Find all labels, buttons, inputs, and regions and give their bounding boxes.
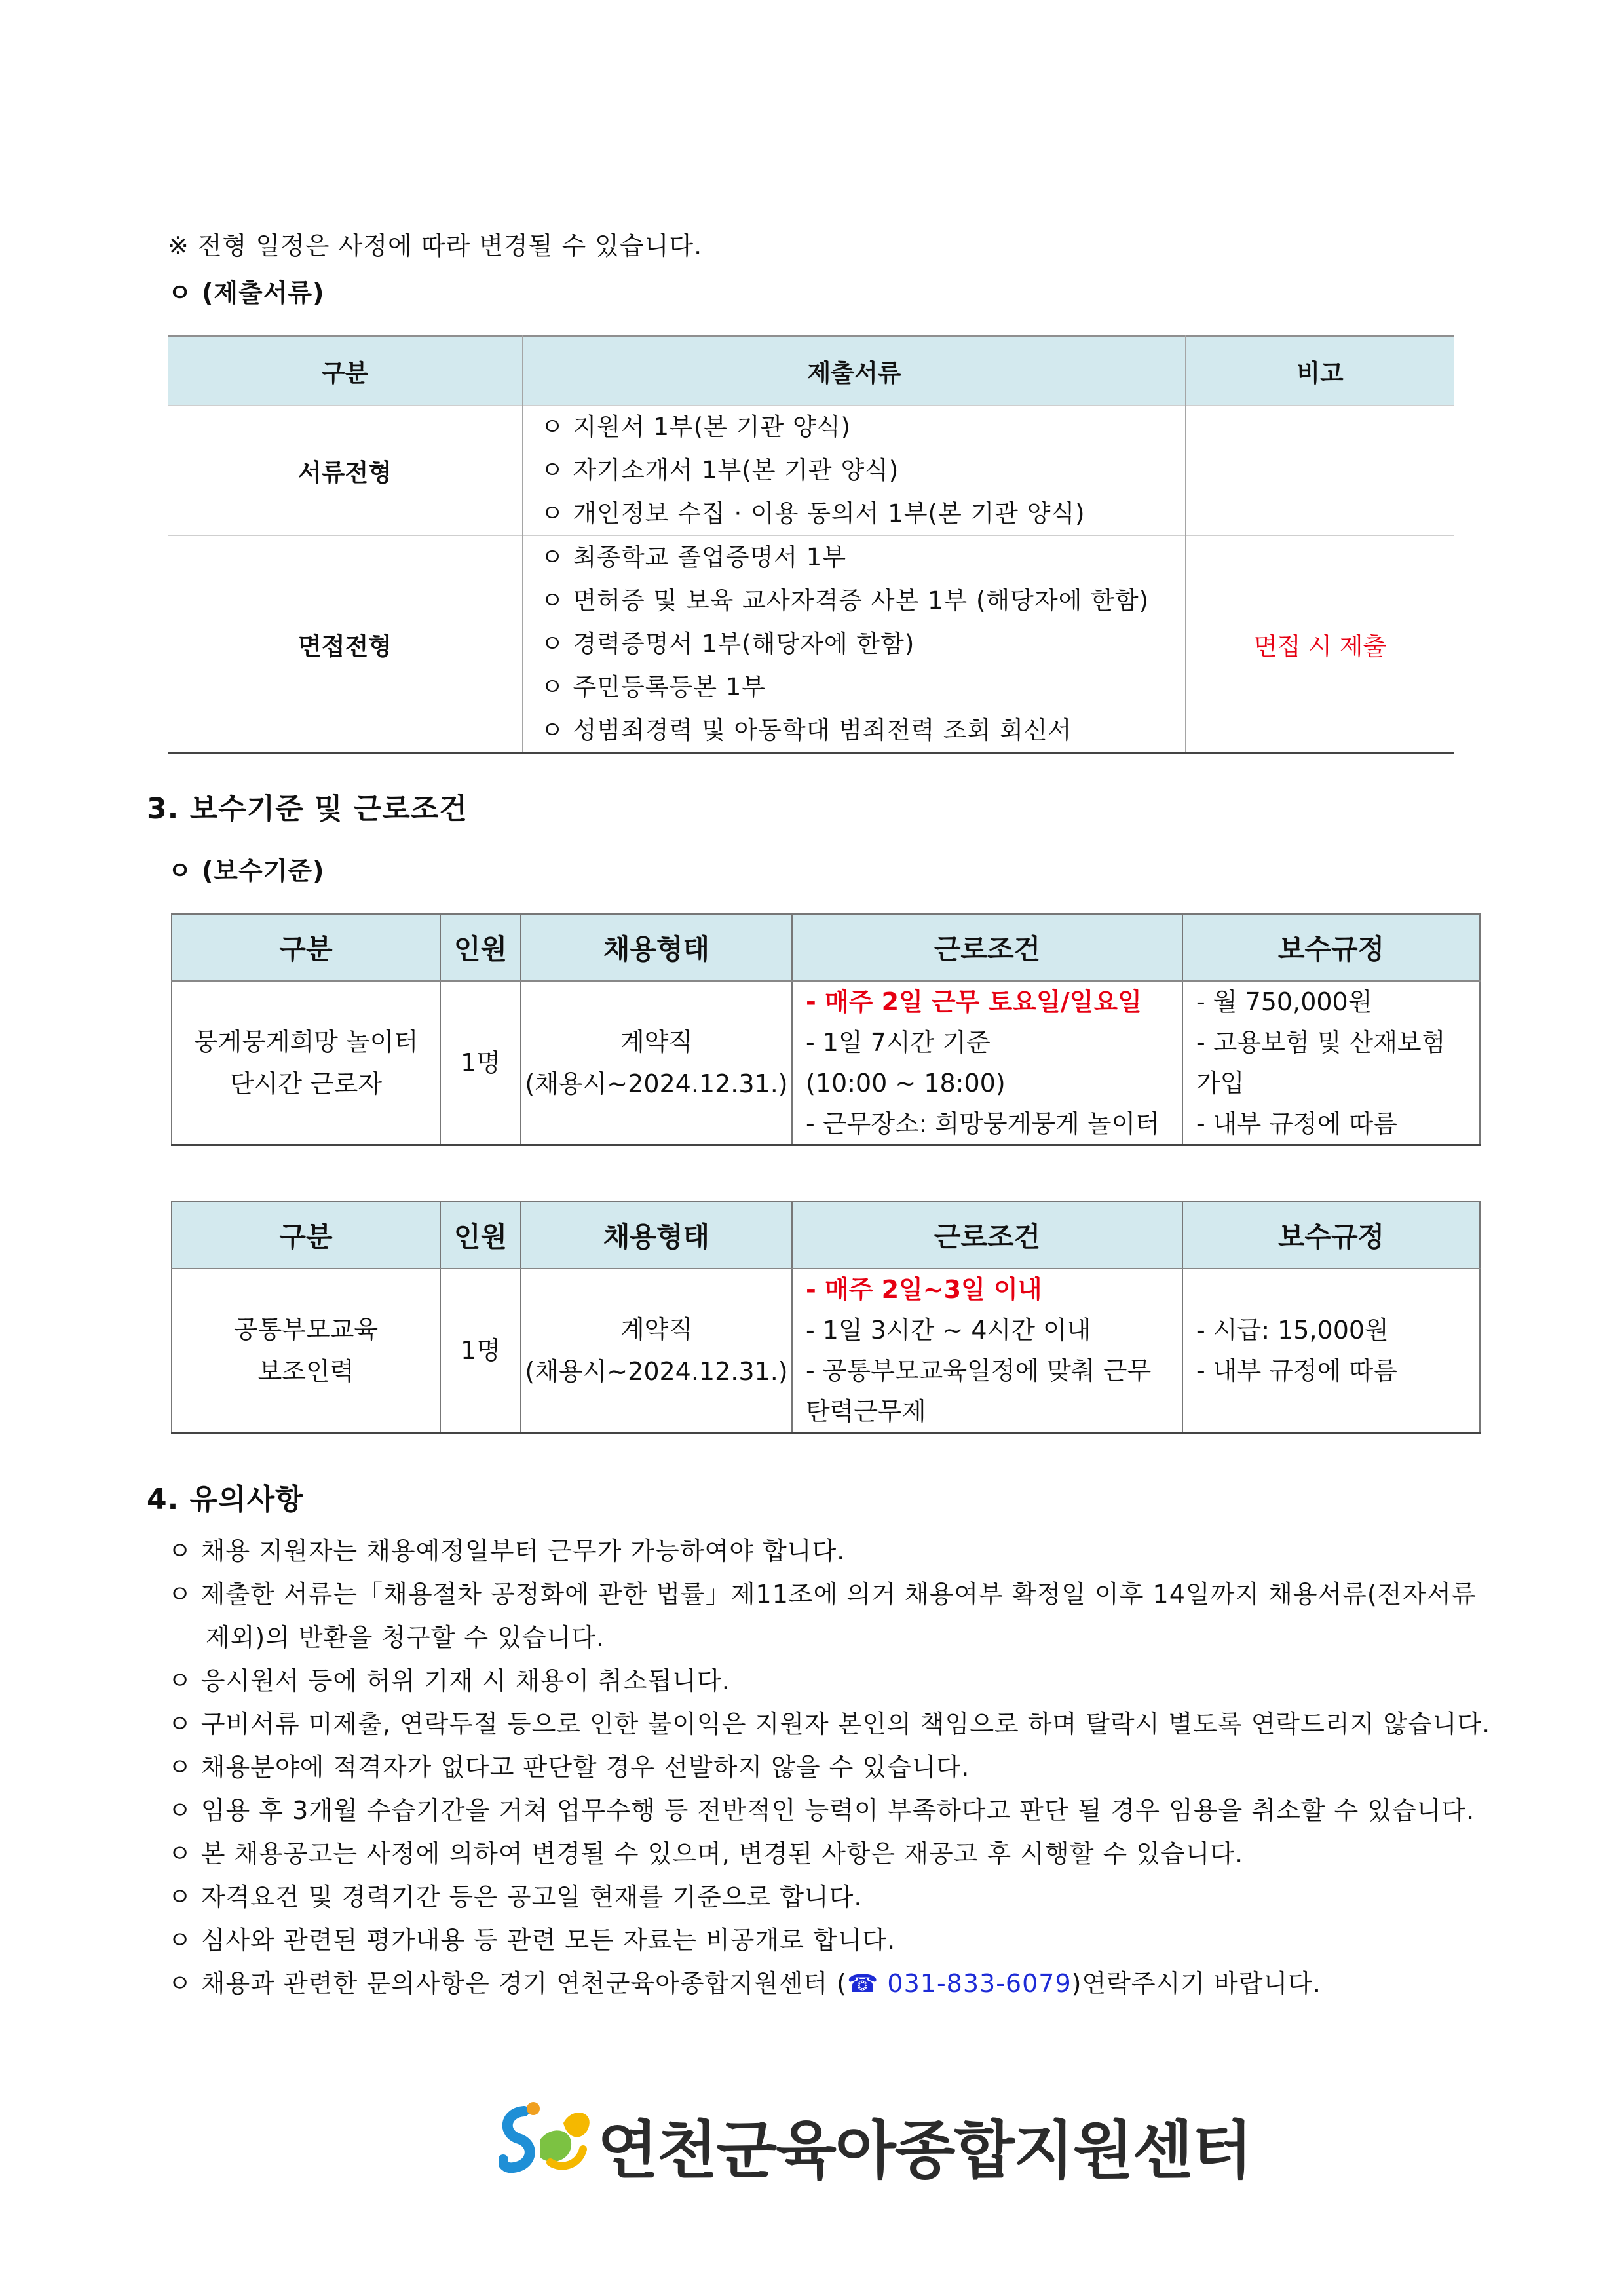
footer-logo xyxy=(499,2094,1252,2187)
contact-suffix: )연락주시기 바랍니다. xyxy=(1071,1969,1321,1998)
list-item: ㅇ 제출한 서류는「채용절차 공정화에 관한 법률」제11조에 의거 채용여부 확정일 이후 14일까지 채용서류(전자서류 xyxy=(168,1580,1477,1609)
pay-header-category: 구분 xyxy=(172,914,440,981)
pay2-type-line: 계약직 xyxy=(620,1315,693,1344)
pay1-type xyxy=(521,981,792,1145)
list-item: ㅇ 본 채용공고는 사정에 의하여 변경될 수 있으며, 변경된 사항은 재공고 후 시행할 수 있습니다. xyxy=(168,1839,1244,1868)
pay-header-count: 인원 xyxy=(440,1202,521,1269)
pay2-pay xyxy=(1182,1269,1480,1433)
docs-header-category: 구분 xyxy=(168,336,523,406)
list-item: ㅇ 최종학교 졸업증명서 1부 xyxy=(540,543,846,571)
docs-row-note: 면접 시 제출 xyxy=(1186,536,1454,754)
pay2-type-line: (채용시~2024.12.31.) xyxy=(525,1357,788,1386)
pay2-type xyxy=(521,1269,792,1433)
documents-table xyxy=(168,335,1454,754)
list-item: 가입 xyxy=(1196,1069,1245,1098)
list-item: 탄력근무제 xyxy=(806,1397,926,1426)
pay-header-conditions: 근로조건 xyxy=(792,914,1182,981)
pay1-count: 1명 xyxy=(440,981,521,1145)
logo-mark-icon xyxy=(499,2099,597,2185)
list-item: - 공통부모교육일정에 맞춰 근무 xyxy=(806,1356,1152,1385)
list-item: ㅇ 개인정보 수집 · 이용 동의서 1부(본 기관 양식) xyxy=(540,499,1086,527)
list-item: - 내부 규정에 따름 xyxy=(1196,1109,1397,1138)
pay-header-type: 채용형태 xyxy=(521,1202,792,1269)
section3-subheading: ㅇ (보수기준) xyxy=(168,856,325,885)
schedule-notice: ※ 전형 일정은 사정에 따라 변경될 수 있습니다. xyxy=(168,231,703,260)
list-item: ㅇ 채용분야에 적격자가 없다고 판단할 경우 선발하지 않을 수 있습니다. xyxy=(168,1753,970,1782)
docs-header-note: 비고 xyxy=(1186,336,1454,406)
pay-table-2 xyxy=(171,1201,1481,1434)
pay2-conditions xyxy=(792,1269,1182,1433)
section4-title: 4. 유의사항 xyxy=(147,1483,304,1516)
pay-header-category: 구분 xyxy=(172,1202,440,1269)
list-item: ㅇ 응시원서 등에 허위 기재 시 채용이 취소됩니다. xyxy=(168,1666,730,1695)
list-item: ㅇ 구비서류 미제출, 연락두절 등으로 인한 불이익은 지원자 본인의 책임으로 하며 탈락시 별도록 연락드리지 않습니다. xyxy=(168,1710,1491,1738)
pay-header-type: 채용형태 xyxy=(521,914,792,981)
notes-list xyxy=(168,1529,1491,2005)
list-item: ㅇ 심사와 관련된 평가내용 등 관련 모든 자료는 비공개로 합니다. xyxy=(168,1926,896,1955)
logo-text: 연천군육아종합지원센터 xyxy=(597,2114,1252,2187)
pay1-conditions xyxy=(792,981,1182,1145)
pay2-category xyxy=(172,1269,440,1433)
pay1-category-line: 뭉게뭉게희망 놀이터 xyxy=(193,1027,419,1056)
list-item: - 1일 7시간 기준 xyxy=(806,1028,991,1057)
list-item: - 매주 2일 근무 토요일/일요일 xyxy=(806,987,1142,1016)
section3-title: 3. 보수기준 및 근로조건 xyxy=(147,792,468,826)
list-item: ㅇ 지원서 1부(본 기관 양식) xyxy=(540,413,851,441)
pay1-pay xyxy=(1182,981,1480,1145)
list-item: - 시급: 15,000원 xyxy=(1196,1316,1389,1345)
pay2-category-line: 보조인력 xyxy=(257,1357,354,1386)
list-item: (10:00 ~ 18:00) xyxy=(806,1069,1006,1098)
list-item: - 매주 2일~3일 이내 xyxy=(806,1275,1042,1304)
pay1-type-line: 계약직 xyxy=(620,1027,693,1056)
pay2-count: 1명 xyxy=(440,1269,521,1433)
pay-header-pay: 보수규정 xyxy=(1182,1202,1480,1269)
list-item: ㅇ 주민등록등본 1부 xyxy=(540,673,766,701)
pay-header-pay: 보수규정 xyxy=(1182,914,1480,981)
contact-prefix: ㅇ 채용과 관련한 문의사항은 경기 연천군육아종합지원센터 ( xyxy=(168,1969,848,1998)
table-row xyxy=(168,536,1454,754)
docs-row-items xyxy=(523,536,1186,754)
docs-row-note xyxy=(1186,406,1454,536)
pay-header-count: 인원 xyxy=(440,914,521,981)
docs-row-category: 서류전형 xyxy=(168,406,523,536)
pay-table-1 xyxy=(171,913,1481,1146)
pay2-category-line: 공통부모교육 xyxy=(233,1315,379,1344)
docs-heading: ㅇ (제출서류) xyxy=(168,278,325,307)
list-item: - 1일 3시간 ~ 4시간 이내 xyxy=(806,1316,1091,1345)
table-row xyxy=(168,406,1454,536)
list-item: ㅇ 성범죄경력 및 아동학대 범죄전력 조회 회신서 xyxy=(540,716,1072,744)
pay1-category-line: 단시간 근로자 xyxy=(229,1069,383,1098)
docs-row-category: 면접전형 xyxy=(168,536,523,754)
list-item: ㅇ 임용 후 3개월 수습기간을 거쳐 업무수행 등 전반적인 능력이 부족하다고 판단 될 경우 임용을 취소할 수 있습니다. xyxy=(168,1796,1475,1825)
contact-phone: ☎ 031-833-6079 xyxy=(847,1969,1072,1998)
pay1-category xyxy=(172,981,440,1145)
list-item: ㅇ 채용 지원자는 채용예정일부터 근무가 가능하여야 합니다. xyxy=(168,1537,846,1565)
table-row xyxy=(172,981,1480,1145)
list-item: ㅇ 자기소개서 1부(본 기관 양식) xyxy=(540,456,899,484)
list-item: ㅇ 경력증명서 1부(해당자에 한함) xyxy=(540,630,915,658)
docs-row-items xyxy=(523,406,1186,536)
table-row xyxy=(172,1269,1480,1433)
list-item: - 고용보험 및 산재보험 xyxy=(1196,1028,1446,1057)
list-item: - 내부 규정에 따름 xyxy=(1196,1356,1397,1385)
pay-header-conditions: 근로조건 xyxy=(792,1202,1182,1269)
list-item: ㅇ 자격요건 및 경력기간 등은 공고일 현재를 기준으로 합니다. xyxy=(168,1883,863,1911)
list-item: - 월 750,000원 xyxy=(1196,987,1372,1016)
list-item: - 근무장소: 희망뭉게뭉게 놀이터 xyxy=(806,1109,1160,1138)
docs-header-documents: 제출서류 xyxy=(523,336,1186,406)
list-item: ㅇ 면허증 및 보육 교사자격증 사본 1부 (해당자에 한함) xyxy=(540,586,1150,615)
contact-line xyxy=(168,1962,1471,2005)
pay1-type-line: (채용시~2024.12.31.) xyxy=(525,1069,788,1098)
list-item: 제외)의 반환을 청구할 수 있습니다. xyxy=(206,1623,605,1652)
